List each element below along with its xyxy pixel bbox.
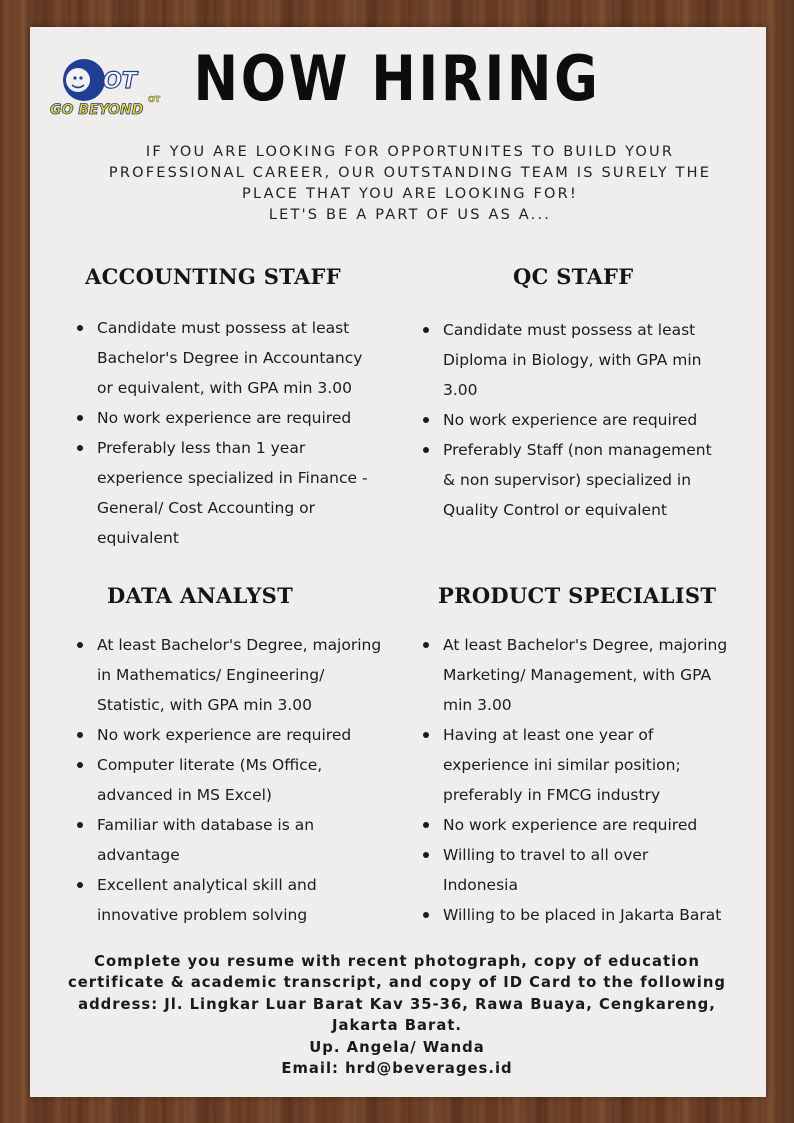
list-item: Candidate must possess at least Diploma in Biology, with GPA min 3.00: [423, 315, 743, 405]
list-item: No work experience are required: [423, 810, 753, 840]
intro-text: [100, 142, 720, 226]
list-item: Computer literate (Ms Office, advanced in MS Excel): [77, 750, 397, 810]
logo-brand-text: OT: [103, 69, 137, 94]
job-accounting-staff: [77, 264, 397, 553]
list-item: At least Bachelor's Degree, majoring in Mathematics/ Engineering/ Statistic, with GPA min 3.00: [77, 630, 397, 720]
application-instructions: [40, 951, 754, 1079]
list-item: Preferably Staff (non management & non supervisor) specialized in Quality Control or equivalent: [423, 435, 743, 525]
intro-line: PROFESSIONAL CAREER, OUR OUTSTANDING TEAM IS SURELY THE: [108, 165, 712, 181]
job-product-specialist: [423, 583, 753, 930]
list-item: Familiar with database is an advantage: [77, 810, 397, 870]
requirements-list: [77, 313, 397, 553]
list-item: No work experience are required: [77, 403, 397, 433]
list-item: Candidate must possess at least Bachelor's Degree in Accountancy or equivalent, with GPA min 3.00: [77, 313, 397, 403]
requirements-list: [423, 315, 743, 525]
list-item: No work experience are required: [77, 720, 397, 750]
footer-line: certificate & academic transcript, and copy of ID Card to the following: [67, 974, 727, 992]
intro-line: PLACE THAT YOU ARE LOOKING FOR!: [242, 186, 578, 202]
requirements-list: [77, 630, 397, 930]
list-item: Having at least one year of experience ini similar position; preferably in FMCG industry: [423, 720, 753, 810]
page-title: NOW HIRING: [193, 42, 601, 115]
footer-line: Complete you resume with recent photograph, copy of education: [94, 953, 700, 970]
job-title: DATA ANALYST: [107, 583, 294, 608]
footer-email[interactable]: Email: hrd@beverages.id: [281, 1060, 513, 1078]
logo-superscript-text: OT: [148, 95, 161, 104]
list-item: No work experience are required: [423, 405, 743, 435]
job-title: ACCOUNTING STAFF: [85, 264, 341, 289]
job-title: PRODUCT SPECIALIST: [438, 583, 717, 608]
list-item: Willing to travel to all over Indonesia: [423, 840, 753, 900]
footer-contact-person: Up. Angela/ Wanda: [309, 1038, 485, 1056]
job-qc-staff: [423, 264, 743, 525]
job-data-analyst: [77, 583, 397, 930]
logo-tagline-text: GO BEYOND: [50, 102, 144, 118]
list-item: Willing to be placed in Jakarta Barat: [423, 900, 753, 930]
intro-line: IF YOU ARE LOOKING FOR OPPORTUNITES TO BUILD YOUR: [145, 144, 675, 160]
footer-line: address: Jl. Lingkar Luar Barat Kav 35-36, Rawa Buaya, Cengkareng,: [78, 995, 716, 1013]
footer-line: Jakarta Barat.: [331, 1017, 463, 1035]
list-item: At least Bachelor's Degree, majoring Marketing/ Management, with GPA min 3.00: [423, 630, 753, 720]
intro-line: LET'S BE A PART OF US AS A...: [268, 207, 552, 223]
job-title: QC STAFF: [513, 264, 634, 289]
list-item: Excellent analytical skill and innovative problem solving: [77, 870, 397, 930]
requirements-list: [423, 630, 753, 930]
list-item: Preferably less than 1 year experience specialized in Finance - General/ Cost Accounting or equivalent: [77, 433, 397, 553]
